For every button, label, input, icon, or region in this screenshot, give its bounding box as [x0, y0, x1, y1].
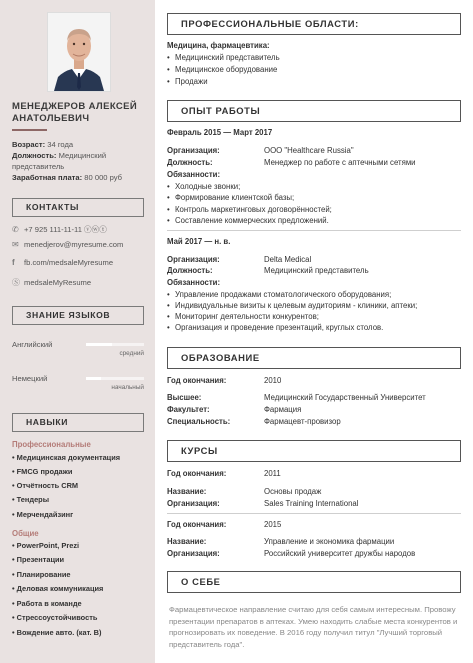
- language-level: начальный: [111, 384, 144, 391]
- skill-item: • FMCG продажи: [12, 467, 73, 476]
- skill-item: • Презентации: [12, 555, 65, 564]
- age-label: Возраст:: [12, 140, 46, 149]
- area-item: • Медицинский представитель: [175, 53, 280, 62]
- job-duty: • Организация и проведение презентаций, круглых столов.: [175, 323, 383, 332]
- main-content: [155, 0, 473, 663]
- job-duty: • Формирование клиентской базы;: [175, 193, 294, 202]
- skill-item: • Отчётность CRM: [12, 481, 79, 490]
- job-duty: • Индивидуальные визиты к целевым аудиториям - клиники, аптеки;: [175, 301, 417, 310]
- edu-year-label: Год окончания:: [167, 376, 227, 385]
- skills-heading: НАВЫКИ: [12, 413, 144, 432]
- job-position: Менеджер по работе с аптечными сетями: [264, 158, 416, 167]
- job-divider: [167, 230, 461, 231]
- personal-info: [12, 139, 152, 183]
- salary-label: Заработная плата:: [12, 173, 83, 182]
- experience-heading: ОПЫТ РАБОТЫ: [167, 100, 461, 122]
- contact-skype[interactable]: [12, 277, 91, 288]
- language-level-bar: [86, 343, 144, 346]
- contact-skype-text: medsaleMyResume: [24, 278, 92, 287]
- full-name: [12, 101, 152, 125]
- course-org: Sales Training International: [264, 499, 359, 508]
- area-item: • Медицинское оборудование: [175, 65, 277, 74]
- language-name: Немецкий: [12, 374, 48, 383]
- job-duties-label: Обязанности:: [167, 278, 221, 287]
- edu-faculty: Фармация: [264, 405, 302, 414]
- skill-item: • Деловая коммуникация: [12, 584, 104, 593]
- course-year: 2011: [264, 469, 281, 478]
- skype-icon: Ⓢ: [12, 278, 20, 287]
- name-divider: [12, 129, 47, 131]
- skill-item: • Тендеры: [12, 495, 50, 504]
- age-value: 34 года: [47, 140, 74, 149]
- job-duty: • Мониторинг деятельности конкурентов;: [175, 312, 319, 321]
- position-label: Должность:: [12, 151, 57, 160]
- edu-faculty-label: Факультет:: [167, 405, 210, 414]
- course-name: Управление и экономика фармации: [264, 537, 395, 546]
- edu-specialty-label: Специальность:: [167, 417, 231, 426]
- course-year: 2015: [264, 520, 282, 529]
- phone-icon: ✆: [12, 225, 19, 234]
- course-year-label: Год окончания:: [167, 520, 227, 529]
- edu-year: 2010: [264, 376, 282, 385]
- contact-phone[interactable]: [12, 224, 107, 235]
- course-name: Основы продаж: [264, 487, 322, 496]
- job-org-label: Организация:: [167, 255, 220, 264]
- job-duty: • Составление коммерческих предложений.: [175, 216, 329, 225]
- areas-subheading: Медицина, фармацевтика:: [167, 41, 270, 50]
- sidebar: [0, 0, 155, 663]
- job-org-label: Организация:: [167, 146, 220, 155]
- language-level: средний: [119, 350, 144, 357]
- language-name: Английский: [12, 340, 53, 349]
- language-level-bar: [86, 377, 144, 380]
- skill-item: • Мерчендайзинг: [12, 510, 74, 519]
- edu-higher: Медицинский Государственный Университет: [264, 393, 426, 402]
- profile-photo: [47, 12, 111, 92]
- languages-heading: ЗНАНИЕ ЯЗЫКОВ: [12, 306, 144, 325]
- language-english: [12, 340, 144, 357]
- job-org: ООО "Healthcare Russia": [264, 146, 354, 155]
- skill-item: • Планирование: [12, 570, 71, 579]
- position-row: [12, 150, 152, 172]
- skill-item: • Вождение авто. (кат. B): [12, 628, 102, 637]
- contacts-heading: КОНТАКТЫ: [12, 198, 144, 217]
- job-position-label: Должность:: [167, 158, 213, 167]
- education-heading: ОБРАЗОВАНИЕ: [167, 347, 461, 369]
- courses-heading: КУРСЫ: [167, 440, 461, 462]
- contact-facebook[interactable]: [12, 258, 113, 267]
- position-value: Медицинский представитель: [12, 151, 107, 171]
- area-item: • Продажи: [175, 77, 208, 86]
- course-divider: [167, 513, 461, 514]
- contact-facebook-text: fb.com/medsaleMyresume: [24, 258, 114, 267]
- skill-item: • Медицинская документация: [12, 453, 121, 462]
- course-org-label: Организация:: [167, 499, 220, 508]
- course-name-label: Название:: [167, 487, 207, 496]
- edu-higher-label: Высшее:: [167, 393, 202, 402]
- contact-email[interactable]: [12, 240, 123, 249]
- edu-specialty: Фармацевт-провизор: [264, 417, 341, 426]
- name-line-1: МЕНЕДЖЕРОВ АЛЕКСЕЙ: [12, 101, 138, 112]
- job-duty: • Контроль маркетинговых договорённостей;: [175, 205, 332, 214]
- contact-phone-text: +7 925 111-11-11 ⓥⓦⓣ: [24, 225, 107, 234]
- language-german: [12, 374, 144, 391]
- areas-heading: ПРОФЕССИОНАЛЬНЫЕ ОБЛАСТИ:: [167, 13, 461, 35]
- job-duty: • Холодные звонки;: [175, 182, 240, 191]
- job-duties-label: Обязанности:: [167, 170, 221, 179]
- language-level-fill: [86, 343, 112, 346]
- job-period: Май 2017 — н. в.: [167, 237, 231, 246]
- course-org: Российский университет дружбы народов: [264, 549, 416, 558]
- about-heading: О СЕБЕ: [167, 571, 461, 593]
- facebook-icon: f: [12, 258, 15, 267]
- name-line-2: АНАТОЛЬЕВИЧ: [12, 113, 90, 124]
- skills-professional-title: Профессиональные: [12, 440, 91, 449]
- job-period: Февраль 2015 — Март 2017: [167, 128, 273, 137]
- skill-item: • PowerPoint, Prezi: [12, 541, 80, 550]
- skills-general-title: Общие: [12, 529, 39, 538]
- email-icon: ✉: [12, 240, 19, 249]
- job-position: Медицинский представитель: [264, 266, 369, 275]
- job-duty: • Управление продажами стоматологического оборудования;: [175, 290, 391, 299]
- salary-row: [12, 172, 152, 183]
- age-row: [12, 139, 152, 150]
- language-level-fill: [86, 377, 101, 380]
- course-name-label: Название:: [167, 537, 207, 546]
- contact-email-text: menedjerov@myresume.com: [24, 240, 124, 249]
- salary-value: 80 000 руб: [84, 173, 123, 182]
- about-text: Фармацевтическое направление считаю для себя самым интересным. Провожу презентации препаратов в аптеках. Умею находить слабые места конкурентов и прогнозировать их поведение. В 2016 году получил титул "Лучший торговый представитель года".: [169, 605, 458, 649]
- course-org-label: Организация:: [167, 549, 220, 558]
- course-year-label: Год окончания:: [167, 469, 227, 478]
- skill-item: • Работа в команде: [12, 599, 82, 608]
- job-position-label: Должность:: [167, 266, 213, 275]
- skill-item: • Стрессоустойчивость: [12, 613, 98, 622]
- job-org: Delta Medical: [264, 255, 312, 264]
